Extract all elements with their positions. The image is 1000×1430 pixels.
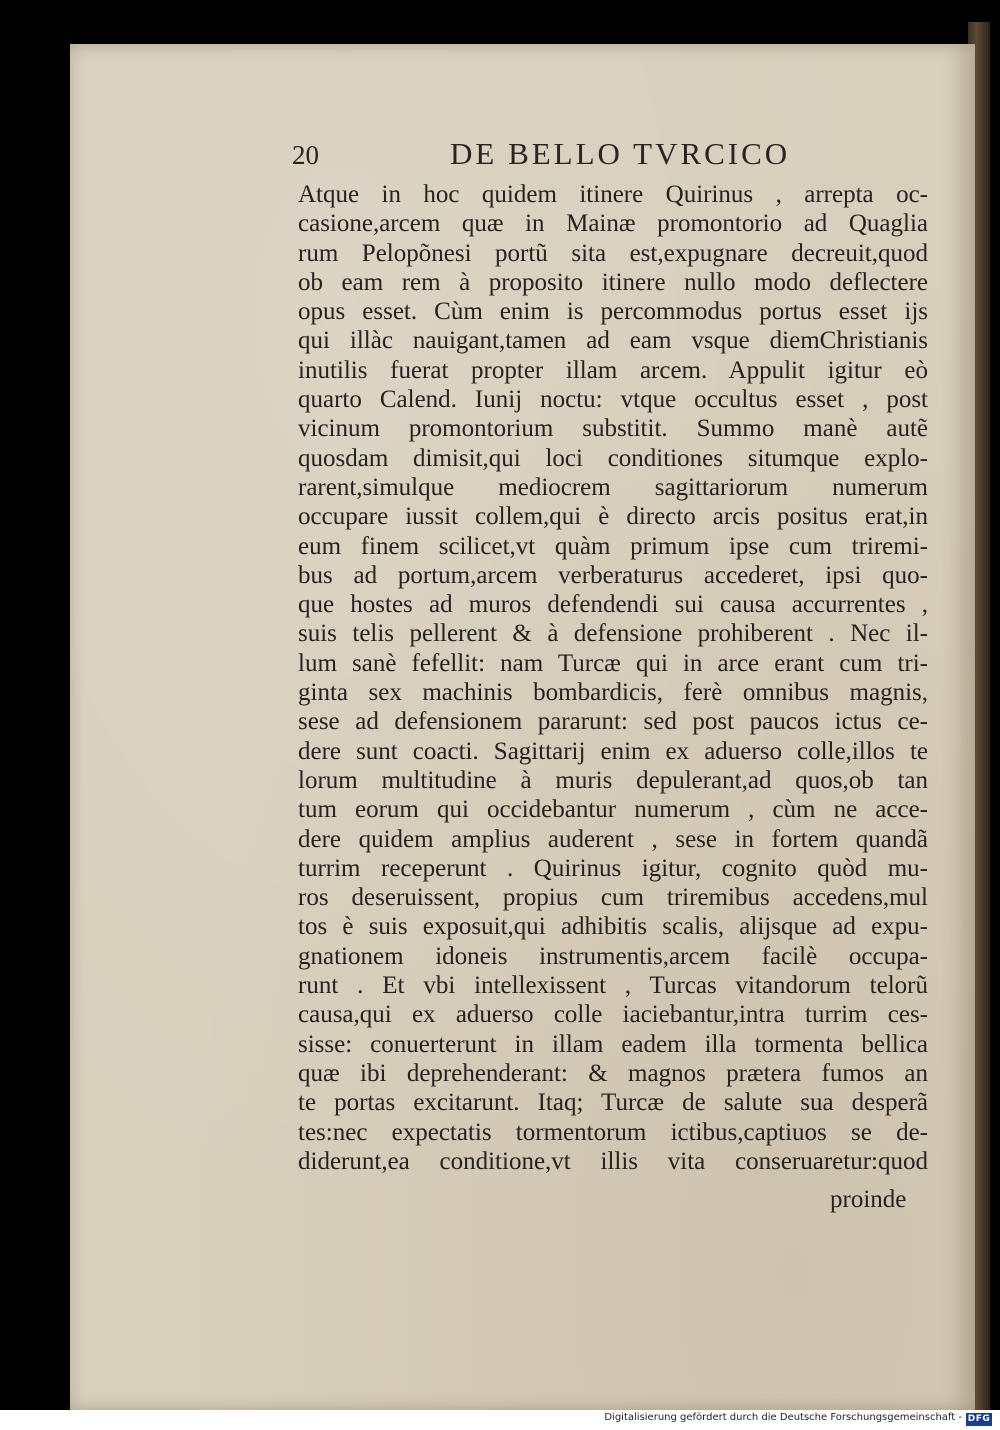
text-line: occupare iussit collem,qui è directo arcis positus erat,in xyxy=(298,503,928,531)
text-line: ob eam rem à proposito itinere nullo modo deflectere xyxy=(298,268,928,296)
text-line: quarto Calend. Iunij noctu: vtque occultus esset , post xyxy=(298,386,928,414)
text-line: casione,arcem quæ in Mainæ promontorio ad Quaglia xyxy=(298,210,928,238)
text-line: eum finem scilicet,vt quàm primum ipse cum triremi- xyxy=(298,532,928,560)
text-line: opus esset. Cùm enim is percommodus portus esset ijs xyxy=(298,298,928,326)
text-line: tes:nec expectatis tormentorum ictibus,captiuos se de- xyxy=(298,1118,928,1146)
text-line: inutilis fuerat propter illam arcem. Appulit igitur eò xyxy=(298,356,928,384)
text-line: qui illàc nauigant,tamen ad eam vsque diemChristianis xyxy=(298,327,928,355)
text-line: quæ ibi deprehenderant: & magnos prætera fumos an xyxy=(298,1059,928,1087)
text-line: dere sunt coacti. Sagittarij enim ex aduerso colle,illos te xyxy=(298,737,928,765)
text-line: rarent,simulque mediocrem sagittariorum numerum xyxy=(298,473,928,501)
footer-credit: Digitalisierung gefördert durch die Deutsche Forschungsgemeinschaft - xyxy=(604,1412,962,1423)
text-line: te portas excitarunt. Itaq; Turcæ de salute sua desperã xyxy=(298,1089,928,1117)
catchword: proinde xyxy=(830,1186,907,1213)
text-line: quosdam dimisit,qui loci conditiones situmque explo- xyxy=(298,444,928,472)
text-line: causa,qui ex aduerso colle iaciebantur,intra turrim ces- xyxy=(298,1001,928,1029)
text-line: lum sanè fefellit: nam Turcæ qui in arce erant cum tri- xyxy=(298,649,928,677)
text-line: lorum multitudine à muris depulerant,ad quos,ob tan xyxy=(298,766,928,794)
page-number: 20 xyxy=(292,140,319,170)
text-line: tos è suis exposuit,qui adhibitis scalis, alijsque ad expu- xyxy=(298,913,928,941)
text-line: Atque in hoc quidem itinere Quirinus , arrepta oc- xyxy=(298,181,928,208)
text-line: gnationem idoneis instrumentis,arcem facilè occupa- xyxy=(298,942,928,970)
dfg-logo-icon: DFG xyxy=(967,1414,991,1424)
text-line: vicinum promontorium substitit. Summo manè autẽ xyxy=(298,415,928,443)
body-text xyxy=(298,180,928,1176)
text-line: bus ad portum,arcem verberaturus accederet, ipsi quo- xyxy=(298,561,928,589)
text-line: rum Pelopõnesi portũ sita est,expugnare decreuit,quod xyxy=(298,239,928,267)
text-line: tum eorum qui occidebantur numerum , cùm ne acce- xyxy=(298,796,928,824)
text-line: sisse: conuerterunt in illam eadem illa tormenta bellica xyxy=(298,1030,928,1058)
running-head xyxy=(290,138,810,174)
running-title: DE BELLO TVRCICO xyxy=(450,136,791,171)
text-line: suis telis pellerent & à defensione prohiberent . Nec il- xyxy=(298,620,928,648)
text-line: runt . Et vbi intellexissent , Turcas vitandorum telorũ xyxy=(298,972,928,1000)
text-line: diderunt,ea conditione,vt illis vita conseruaretur:quod xyxy=(298,1147,928,1175)
text-line: ros deseruissent, propius cum triremibus accedens,mul xyxy=(298,884,928,912)
text-line: ginta sex machinis bombardicis, ferè omnibus magnis, xyxy=(298,679,928,707)
text-line: turrim receperunt . Quirinus igitur, cognito quòd mu- xyxy=(298,854,928,882)
text-line: sese ad defensionem pararunt: sed post paucos ictus ce- xyxy=(298,708,928,736)
text-line: dere quidem amplius auderent , sese in fortem quandã xyxy=(298,825,928,853)
footer-bar xyxy=(0,1410,1000,1430)
text-line: que hostes ad muros defendendi sui causa accurrentes , xyxy=(298,591,928,619)
